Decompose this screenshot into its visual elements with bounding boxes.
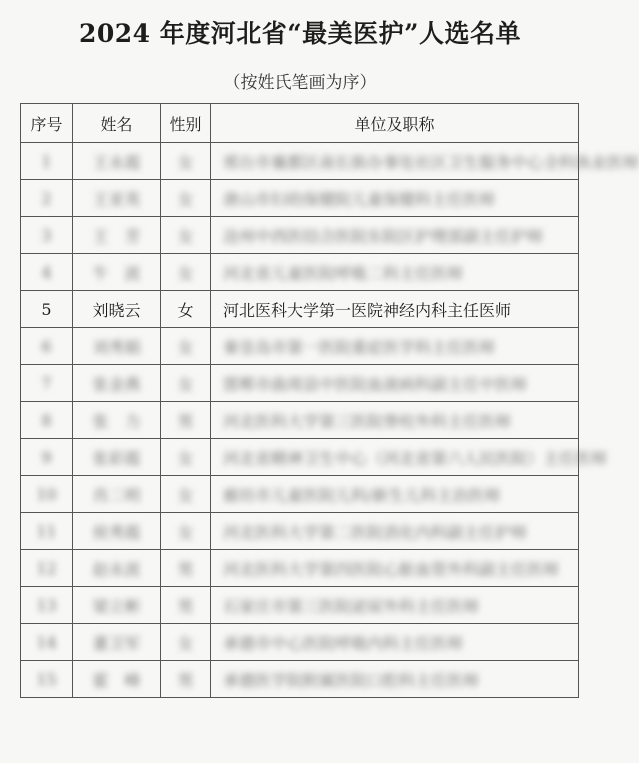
- cell-name: 张金燕: [73, 365, 161, 402]
- cell-unit: 河北医科大学第二医院消化内科副主任护师: [211, 513, 579, 550]
- cell-no: 1: [21, 143, 73, 180]
- cell-name: 霍 峰: [73, 661, 161, 698]
- header-gender: 性别: [161, 104, 211, 143]
- cell-name: 牛 波: [73, 254, 161, 291]
- cell-no: 7: [21, 365, 73, 402]
- table-row: [21, 254, 579, 291]
- cell-no: 4: [21, 254, 73, 291]
- cell-unit: 河北医科大学第四医院心脏血管外科副主任医师: [211, 550, 579, 587]
- cell-name: 刘秀娟: [73, 328, 161, 365]
- cell-no: 10: [21, 476, 73, 513]
- cell-unit: 承德医学院附属医院口腔科主任医师: [211, 661, 579, 698]
- cell-no: 8: [21, 402, 73, 439]
- cell-gender: 女: [161, 328, 211, 365]
- header-name: 姓名: [73, 104, 161, 143]
- cell-unit: 秦皇岛市第一医院重症医学科主任医师: [211, 328, 579, 365]
- cell-unit: 邯郸市曲周县中医院血液病科副主任中医师: [211, 365, 579, 402]
- cell-name: 梁立彬: [73, 587, 161, 624]
- cell-no: 3: [21, 217, 73, 254]
- cell-no: 2: [21, 180, 73, 217]
- table-header: [21, 104, 579, 143]
- table-row: [21, 587, 579, 624]
- cell-unit: 唐山市妇幼保健院儿童保健科主任医师: [211, 180, 579, 217]
- table-row: [21, 217, 579, 254]
- table-row: [21, 513, 579, 550]
- cell-gender: 女: [161, 143, 211, 180]
- cell-unit: 廊坊市儿童医院儿科/新生儿科主治医师: [211, 476, 579, 513]
- cell-unit: 承德市中心医院呼吸内科主任医师: [211, 624, 579, 661]
- header-no: 序号: [21, 104, 73, 143]
- cell-unit: 沧州中西医结合医院东院区护理部副主任护师: [211, 217, 579, 254]
- table-row: [21, 291, 579, 328]
- cell-gender: 女: [161, 624, 211, 661]
- table-row: [21, 180, 579, 217]
- cell-name: 刘晓云: [73, 291, 161, 328]
- cell-unit: 河北医科大学第一医院神经内科主任医师: [211, 291, 579, 328]
- table-row: [21, 476, 579, 513]
- cell-name: 侯秀霞: [73, 513, 161, 550]
- table-row: [21, 550, 579, 587]
- cell-name: 王亚英: [73, 180, 161, 217]
- cell-gender: 女: [161, 180, 211, 217]
- cell-no: 13: [21, 587, 73, 624]
- cell-name: 王永霞: [73, 143, 161, 180]
- nominee-table: [20, 103, 639, 698]
- table-row: [21, 439, 579, 476]
- cell-name: 张 力: [73, 402, 161, 439]
- table-row: [21, 624, 579, 661]
- cell-name: 赵永波: [73, 550, 161, 587]
- cell-gender: 女: [161, 439, 211, 476]
- cell-gender: 女: [161, 217, 211, 254]
- table-row: [21, 402, 579, 439]
- cell-unit: 河北省儿童医院呼吸二科主任医师: [211, 254, 579, 291]
- cell-name: 董卫军: [73, 624, 161, 661]
- table-row: [21, 661, 579, 698]
- cell-gender: 女: [161, 513, 211, 550]
- table-body: [21, 143, 639, 698]
- cell-unit: 河北省精神卫生中心（河北省第六人民医院）主任医师: [211, 439, 579, 476]
- cell-gender: 男: [161, 587, 211, 624]
- cell-gender: 女: [161, 476, 211, 513]
- cell-no: 12: [21, 550, 73, 587]
- cell-name: 张彩霞: [73, 439, 161, 476]
- cell-gender: 男: [161, 661, 211, 698]
- cell-unit: 邢台市襄都区南长街办事处社区卫生服务中心全科执业医师: [211, 143, 579, 180]
- header-row: [21, 104, 579, 143]
- cell-no: 5: [21, 291, 73, 328]
- table-row: [21, 365, 579, 402]
- cell-name: 肖二明: [73, 476, 161, 513]
- cell-gender: 女: [161, 365, 211, 402]
- cell-unit: 河北医科大学第三医院脊柱外科主任医师: [211, 402, 579, 439]
- cell-gender: 男: [161, 402, 211, 439]
- table-row: [21, 328, 579, 365]
- header-unit: 单位及职称: [211, 104, 579, 143]
- cell-no: 14: [21, 624, 73, 661]
- cell-no: 15: [21, 661, 73, 698]
- cell-no: 11: [21, 513, 73, 550]
- cell-unit: 石家庄市第三医院泌尿外科主任医师: [211, 587, 579, 624]
- cell-gender: 女: [161, 291, 211, 328]
- cell-name: 王 芳: [73, 217, 161, 254]
- page-title: 2024 年度河北省“最美医护”人选名单: [78, 19, 522, 48]
- cell-gender: 男: [161, 550, 211, 587]
- cell-no: 6: [21, 328, 73, 365]
- cell-no: 9: [21, 439, 73, 476]
- page-subtitle: （按姓氏笔画为序）: [223, 73, 377, 93]
- cell-gender: 女: [161, 254, 211, 291]
- table-row: [21, 143, 579, 180]
